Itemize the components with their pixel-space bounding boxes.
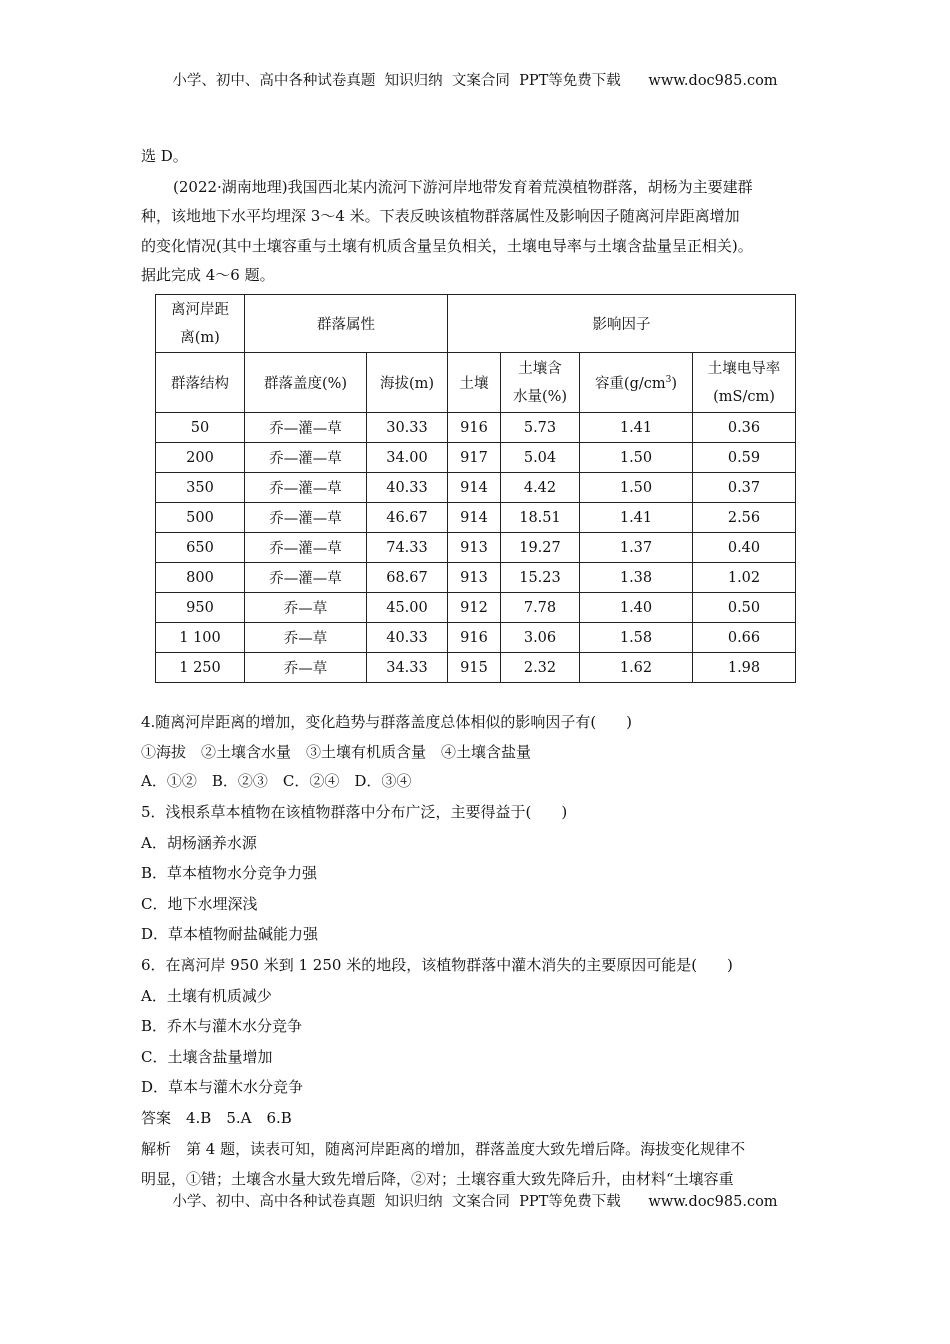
header-community-attributes: 群落属性 [245,295,448,353]
table-cell: 1.40 [580,593,693,623]
q4-items: ①海拔 ②土壤含水量 ③土壤有机质含量 ④土壤含盐量 [141,743,532,761]
table-cell: 2.32 [501,653,580,683]
header-structure: 群落结构 [156,353,245,413]
table-cell: 914 [448,473,501,503]
table-cell: 乔—灌—草 [245,533,367,563]
header-distance: 离河岸距 离(m) [156,295,245,353]
table-row [156,473,796,503]
header-influence-factors: 影响因子 [448,295,796,353]
table-cell: 1.62 [580,653,693,683]
table-cell: 5.73 [501,413,580,443]
table-row [156,413,796,443]
intro-line-3: 的变化情况(其中土壤容重与土壤有机质含量呈负相关，土壤电导率与土壤含盐量呈正相关)。 [141,237,753,255]
table-cell: 34.00 [367,443,448,473]
q4-stem: 4.随离河岸距离的增加，变化趋势与群落盖度总体相似的影响因子有( ) [141,713,633,731]
header-moisture: 土壤含 水量(%) [501,353,580,413]
analysis-line-1: 解析 第 4 题，读表可知，随离河岸距离的增加，群落盖度大致先增后降。海拔变化规律不 [141,1140,746,1158]
table-cell: 500 [156,503,245,533]
analysis-line-2: 明显，①错；土壤含水量大致先增后降，②对；土壤容重大致先降后升，由材料“土壤容重 [141,1170,734,1188]
table-cell: 0.59 [693,443,796,473]
table-cell: 1.41 [580,503,693,533]
table-cell: 912 [448,593,501,623]
q5-option-b: B．草本植物水分竞争力强 [141,864,318,882]
table-cell: 0.66 [693,623,796,653]
header-conductivity: 土壤电导率 (mS/cm) [693,353,796,413]
table-cell: 乔—灌—草 [245,443,367,473]
table-cell: 913 [448,563,501,593]
table-cell: 917 [448,443,501,473]
table-cell: 乔—草 [245,593,367,623]
table-cell: 0.40 [693,533,796,563]
table-cell: 916 [448,413,501,443]
table-cell: 914 [448,503,501,533]
q6-option-c: C．土壤含盐量增加 [141,1048,273,1066]
header-coverage: 群落盖度(%) [245,353,367,413]
table-cell: 1.50 [580,443,693,473]
q5-option-a: A．胡杨涵养水源 [141,834,257,852]
table-cell: 乔—灌—草 [245,473,367,503]
table-cell: 4.42 [501,473,580,503]
table-cell: 950 [156,593,245,623]
table-cell: 350 [156,473,245,503]
header-density: 容重$(g/cm^3)$ [580,353,693,413]
table-cell: 15.23 [501,563,580,593]
table-cell: 2.56 [693,503,796,533]
table-cell: 50 [156,413,245,443]
table-row [156,533,796,563]
table-row [156,563,796,593]
table-cell: 乔—草 [245,653,367,683]
table-cell: 1.37 [580,533,693,563]
table-cell: 19.27 [501,533,580,563]
table-cell: 800 [156,563,245,593]
table-row [156,653,796,683]
table-cell: 1.02 [693,563,796,593]
q6-option-b: B．乔木与灌木水分竞争 [141,1017,303,1035]
table-cell: 45.00 [367,593,448,623]
table-cell: 68.67 [367,563,448,593]
table-cell: 46.67 [367,503,448,533]
q5-option-d: D．草本植物耐盐碱能力强 [141,925,319,943]
table-cell: 40.33 [367,473,448,503]
page-header: 小学、初中、高中各种试卷真题 知识归纳 文案合同 PPT等免费下载 www.doc985.com [172,73,778,89]
q6-option-a: A．土壤有机质减少 [141,987,272,1005]
intro-line-2: 种，该地地下水平均埋深 3～4 米。下表反映该植物群落属性及影响因子随离河岸距离增加 [141,207,740,225]
table-cell: 1.50 [580,473,693,503]
q6-option-d: D．草本与灌木水分竞争 [141,1078,304,1096]
table-header-row-2 [156,353,796,413]
table-cell: 1.98 [693,653,796,683]
intro-line-4: 据此完成 4～6 题。 [141,266,275,284]
intro-line-1: (2022·湖南地理)我国西北某内流河下游河岸地带发育着荒漠植物群落，胡杨为主要建群 [173,178,753,196]
table-row [156,593,796,623]
table-body [156,413,796,683]
table-cell: 3.06 [501,623,580,653]
table-cell: 1 250 [156,653,245,683]
table-cell: 0.37 [693,473,796,503]
table-cell: 乔—灌—草 [245,413,367,443]
q5-stem: 5．浅根系草本植物在该植物群落中分布广泛，主要得益于( ) [141,803,568,821]
table-cell: 1.38 [580,563,693,593]
data-table [155,294,796,683]
table-cell: 650 [156,533,245,563]
table-cell: 乔—灌—草 [245,503,367,533]
table-cell: 5.04 [501,443,580,473]
table-cell: 74.33 [367,533,448,563]
table-cell: 1.41 [580,413,693,443]
table-cell: 915 [448,653,501,683]
table-row [156,443,796,473]
header-soil: 土壤 [448,353,501,413]
table-cell: 200 [156,443,245,473]
table-row [156,503,796,533]
table-cell: 7.78 [501,593,580,623]
table-cell: 1 100 [156,623,245,653]
table-cell: 0.50 [693,593,796,623]
table-row [156,623,796,653]
table-cell: 40.33 [367,623,448,653]
page-footer: 小学、初中、高中各种试卷真题 知识归纳 文案合同 PPT等免费下载 www.doc985.com [172,1194,778,1210]
table-cell: 916 [448,623,501,653]
table-cell: 乔—草 [245,623,367,653]
table-cell: 18.51 [501,503,580,533]
header-altitude: 海拔(m) [367,353,448,413]
table-cell: 34.33 [367,653,448,683]
table-cell: 30.33 [367,413,448,443]
q6-stem: 6．在离河岸 950 米到 1 250 米的地段，该植物群落中灌木消失的主要原因可能是( ) [141,956,733,974]
table-cell: 913 [448,533,501,563]
q5-option-c: C．地下水埋深浅 [141,895,258,913]
table-cell: 1.58 [580,623,693,653]
table-cell: 0.36 [693,413,796,443]
answer-line: 答案 4.B 5.A 6.B [141,1109,292,1127]
q4-options: A．①② B．②③ C．②④ D．③④ [141,772,412,790]
table-header-row-1 [156,295,796,353]
table-cell: 乔—灌—草 [245,563,367,593]
intro-line-0: 选 D。 [141,147,188,165]
